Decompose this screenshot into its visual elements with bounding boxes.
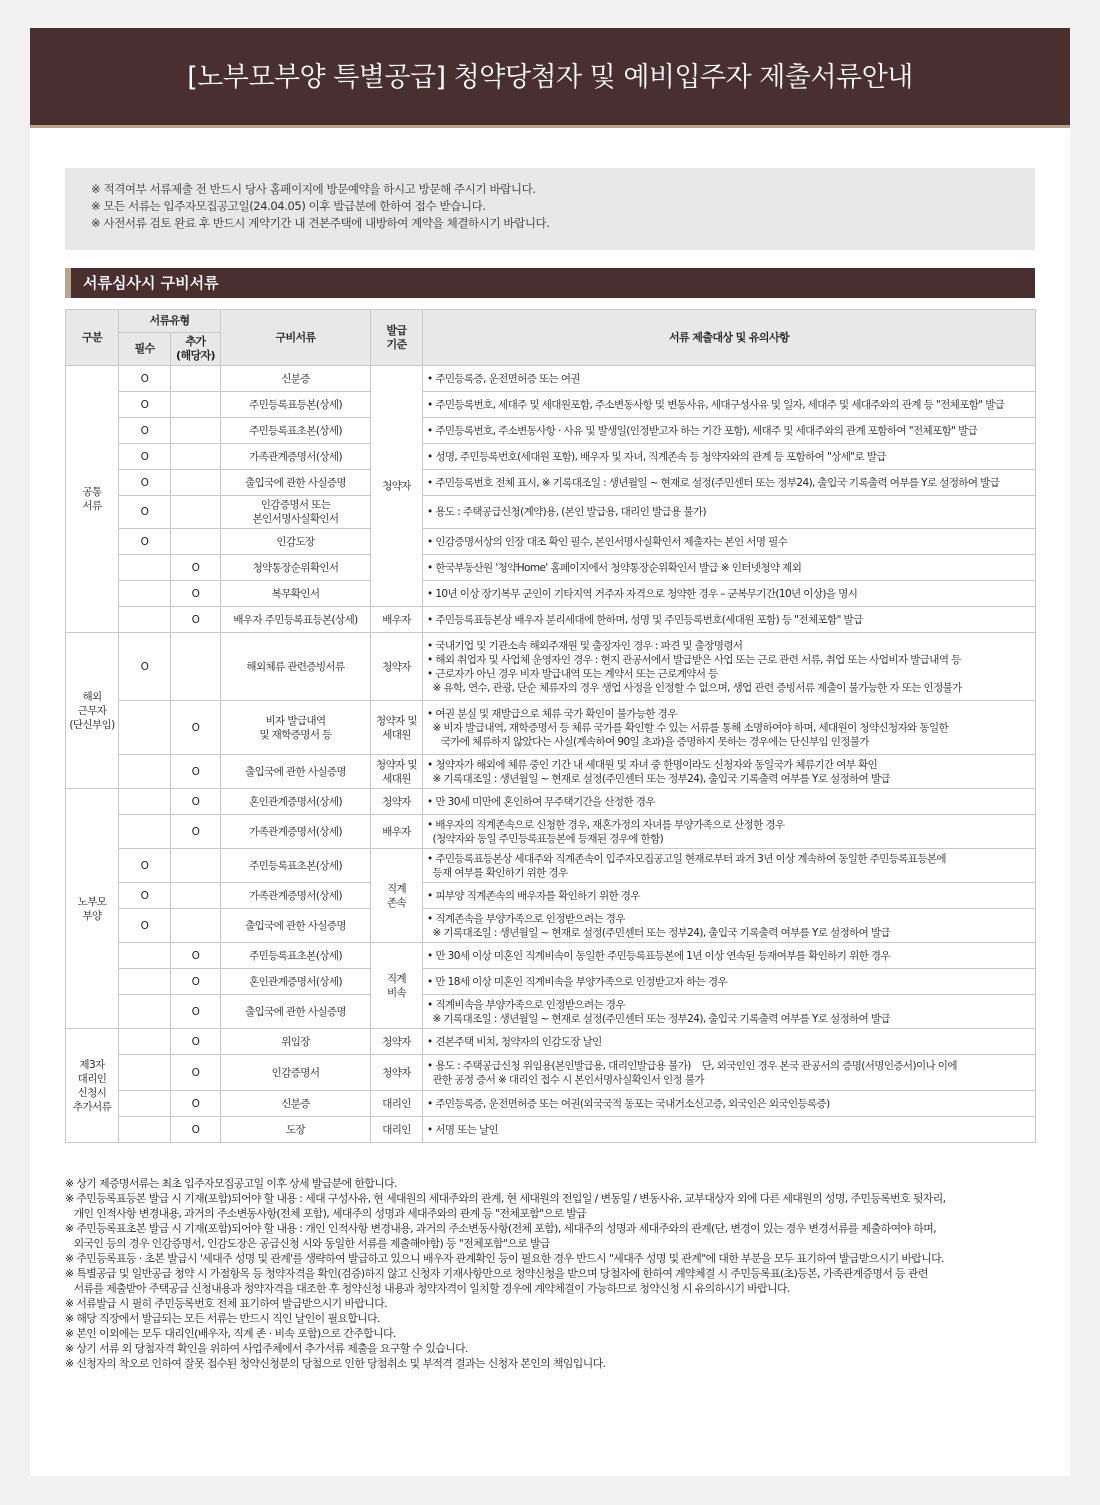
table-row — [66, 909, 1036, 943]
additional-mark — [171, 633, 221, 701]
basis-cell: 청약자 및 세대원 — [371, 701, 423, 755]
page-title: [노부모부양 특별공급] 청약당첨자 및 예비입주자 제출서류안내 — [187, 62, 913, 93]
document-name: 주민등록표등본(상세) — [221, 392, 371, 418]
table-row — [66, 969, 1036, 995]
footnote-line: ※ 주민등록표등본 발급 시 기재(포함)되어야 할 내용 : 세대 구성사유, 현 세대원의 세대주와의 관계, 현 세대원의 전입일 / 변동일 / 변동사유, 교부대상자 외에 다른 세대원의 성명, 주민등록번호 뒷자리, — [65, 1192, 946, 1205]
table-row — [66, 496, 1036, 529]
note-cell: • 만 30세 이상 미혼인 직계비속이 동일한 주민등록표등본에 1년 이상 연속된 등재여부를 확인하기 위한 경우 — [423, 943, 1036, 969]
table-row — [66, 701, 1036, 755]
footnote-line: ※ 주민등록표초본 발급 시 기재(포함)되어야 할 내용 : 개인 인적사항 변경내용, 과거의 주소변동사항(전체 포함), 세대주의 성명과 세대주와의 관계(단, 변경이 있는 경우 변경서류를 제출하여야 하며, — [65, 1222, 936, 1235]
note-cell: • 주민등록증, 운전면허증 또는 여권 — [423, 366, 1036, 392]
note-cell: • 배우자의 직계존속으로 신청한 경우, 재혼가정의 자녀를 부양가족으로 산정한 경우 (청약자와 동일 주민등록표등본에 등재된 경우에 한함) — [423, 815, 1036, 849]
document-name: 비자 발급내역 및 재학증명서 등 — [221, 701, 371, 755]
basis-cell: 직계 존속 — [371, 849, 423, 943]
document-name: 복무확인서 — [221, 581, 371, 607]
document-name: 인감증명서 — [221, 1055, 371, 1091]
table-row — [66, 392, 1036, 418]
required-mark: O — [119, 392, 171, 418]
document-name: 인감증명서 또는 본인서명사실확인서 — [221, 496, 371, 529]
basis-cell: 직계 비속 — [371, 943, 423, 1029]
required-mark — [119, 607, 171, 633]
basis-cell: 청약자 — [371, 1029, 423, 1055]
documents-table — [65, 309, 1036, 1143]
table-row — [66, 529, 1036, 555]
note-cell: • 청약자가 해외에 체류 중인 기간 내 세대원 및 자녀 중 한명이라도 신청자와 동일국가 체류기간 여부 확인 ※ 기록대조일 : 생년월일 ~ 현재로 설정(주민센터 또는 정부24), 출입국 기록출력 여부를 Y로 설정하여 발급 — [423, 755, 1036, 789]
header-notes: 서류 제출대상 및 유의사항 — [423, 310, 1036, 366]
table-row — [66, 755, 1036, 789]
document-name: 주민등록표초본(상세) — [221, 849, 371, 883]
note-cell: • 견본주택 비치, 청약자의 인감도장 날인 — [423, 1029, 1036, 1055]
additional-mark — [171, 909, 221, 943]
footnote-line: ※ 신청자의 착오로 인하여 잘못 접수된 청약신청분의 당첨으로 인한 당첨취소 및 부적격 결과는 신청자 본인의 책임입니다. — [65, 1357, 606, 1370]
document-name: 가족관계증명서(상세) — [221, 444, 371, 470]
note-cell: • 주민등록번호 전체 표시, ※ 기록대조일 : 생년월일 ~ 현재로 설정(주민센터 또는 정부24), 출입국 기록출력 여부를 Y로 설정하여 발급 — [423, 470, 1036, 496]
basis-cell: 배우자 — [371, 607, 423, 633]
required-mark — [119, 995, 171, 1029]
required-mark — [119, 815, 171, 849]
required-mark — [119, 943, 171, 969]
additional-mark — [171, 849, 221, 883]
note-cell: • 만 18세 이상 미혼인 직계비속을 부양가족으로 인정받고자 하는 경우 — [423, 969, 1036, 995]
note-cell: • 서명 또는 날인 — [423, 1117, 1036, 1143]
note-cell: • 인감증명서상의 인장 대조 확인 필수, 본인서명사실확인서 제출자는 본인 서명 필수 — [423, 529, 1036, 555]
table-row — [66, 1117, 1036, 1143]
footnote-line: ※ 서류발급 시 필히 주민등록번호 전체 표기하여 발급받으시기 바랍니다. — [65, 1297, 387, 1310]
basis-cell: 대리인 — [371, 1091, 423, 1117]
additional-mark: O — [171, 755, 221, 789]
note-cell: • 직계비속을 부양가족으로 인정받으려는 경우 ※ 기록대조일 : 생년월일 ~ 현재로 설정(주민센터 또는 정부24), 출입국 기록출력 여부를 Y로 설정하여 발급 — [423, 995, 1036, 1029]
additional-mark — [171, 496, 221, 529]
footnote-line: ※ 상기 서류 외 당첨자격 확인을 위하여 사업주체에서 추가서류 제출을 요구할 수 있습니다. — [65, 1342, 468, 1355]
required-mark: O — [119, 849, 171, 883]
document-name: 청약통장순위확인서 — [221, 555, 371, 581]
header-additional: 추가 (해당자) — [171, 333, 221, 366]
note-cell: • 용도 : 주택공급신청(계약)용, (본인 발급용, 대리인 발급용 불가) — [423, 496, 1036, 529]
note-cell: • 만 30세 미만에 혼인하여 무주택기간을 산정한 경우 — [423, 789, 1036, 815]
additional-mark — [171, 366, 221, 392]
document-name: 혼인관계증명서(상세) — [221, 969, 371, 995]
required-mark — [119, 701, 171, 755]
table-row — [66, 470, 1036, 496]
table-row — [66, 995, 1036, 1029]
footnote-line: ※ 주민등록표등 · 초본 발급시 '세대주 성명 및 관계'를 생략하여 발급하고 있으니 배우자 관계확인 등이 필요한 경우 반드시 "세대주 성명 및 관계"에 대한 부분을 모두 표기하여 발급받으시기 바랍니다. — [65, 1252, 944, 1265]
category-cell: 해외 근무자 (단신부임) — [66, 633, 119, 789]
note-cell: • 주민등록번호, 주소변동사항 · 사유 및 발생일(인정받고자 하는 기간 포함), 세대주 및 세대주와의 관계 포함하여 "전체포함" 발급 — [423, 418, 1036, 444]
additional-mark: O — [171, 995, 221, 1029]
basis-cell: 배우자 — [371, 815, 423, 849]
header-doc-type: 서류유형 — [119, 310, 221, 333]
section-title: 서류심사시 구비서류 — [83, 274, 219, 292]
document-name: 출입국에 관한 사실증명 — [221, 995, 371, 1029]
additional-mark: O — [171, 815, 221, 849]
required-mark — [119, 1029, 171, 1055]
note-cell: • 10년 이상 장기복무 군인이 기타지역 거주자 자격으로 청약한 경우 – 군복무기간(10년 이상)을 명시 — [423, 581, 1036, 607]
category-cell: 노부모 부양 — [66, 789, 119, 1029]
document-name: 해외체류 관련증빙서류 — [221, 633, 371, 701]
additional-mark: O — [171, 1091, 221, 1117]
document-page — [30, 28, 1070, 1476]
header-document: 구비서류 — [221, 310, 371, 366]
note-cell: • 주민등록번호, 세대주 및 세대원포함, 주소변동사항 및 변동사유, 세대구성사유 및 일자, 세대주 및 세대주와의 관계 등 "전체포함" 발급 — [423, 392, 1036, 418]
table-row — [66, 1091, 1036, 1117]
note-cell: • 주민등록표등본상 배우자 분리세대에 한하며, 성명 및 주민등록번호(세대원 포함) 등 "전체포함" 발급 — [423, 607, 1036, 633]
table-row — [66, 418, 1036, 444]
footnote-line: ※ 상기 제증명서류는 최초 입주자모집공고일 이후 상세 발급분에 한합니다. — [65, 1177, 397, 1190]
header-basis: 발급 기준 — [371, 310, 423, 366]
required-mark — [119, 581, 171, 607]
required-mark — [119, 1055, 171, 1091]
basis-cell: 대리인 — [371, 1117, 423, 1143]
notice-line: ※ 모든 서류는 입주자모집공고일(24.04.05) 이후 발급분에 한하여 접수 받습니다. — [91, 199, 486, 213]
additional-mark — [171, 470, 221, 496]
table-row — [66, 943, 1036, 969]
document-name: 가족관계증명서(상세) — [221, 883, 371, 909]
table-row — [66, 555, 1036, 581]
required-mark: O — [119, 529, 171, 555]
additional-mark — [171, 883, 221, 909]
document-name: 출입국에 관한 사실증명 — [221, 755, 371, 789]
table-row — [66, 815, 1036, 849]
note-cell: • 용도 : 주택공급신청 위임용(본인발급용, 대리인발급용 불가) 단, 외국인인 경우 본국 관공서의 증명(서명인증서)이나 이에 관한 공정 증서 ※ 대리인 접수 시 본인서명사실확인서 인정 불가 — [423, 1055, 1036, 1091]
additional-mark: O — [171, 607, 221, 633]
additional-mark — [171, 418, 221, 444]
table-row — [66, 1055, 1036, 1091]
header-required: 필수 — [119, 333, 171, 366]
additional-mark: O — [171, 943, 221, 969]
additional-mark — [171, 444, 221, 470]
required-mark — [119, 1091, 171, 1117]
table-row — [66, 1029, 1036, 1055]
required-mark: O — [119, 909, 171, 943]
note-cell: • 여권 분실 및 재발급으로 체류 국가 확인이 불가능한 경우 ※ 비자 발급내역, 재학증명서 등 체류 국가를 확인할 수 있는 서류를 통해 소명하여야 하며, 세대원이 청약신청자와 동일한 국가에 체류하지 않았다는 사실(계속하여 90일 초과)을 증명하지 못하는 경우에는 단신부임 인정불가 — [423, 701, 1036, 755]
additional-mark: O — [171, 555, 221, 581]
required-mark: O — [119, 418, 171, 444]
note-cell: • 한국부동산원 '청약Home' 홈페이지에서 청약통장순위확인서 발급 ※ 인터넷청약 제외 — [423, 555, 1036, 581]
notice-line: ※ 적격여부 서류제출 전 반드시 당사 홈페이지에 방문예약을 하시고 방문해 주시기 바랍니다. — [91, 182, 536, 196]
table-row — [66, 883, 1036, 909]
section-header — [65, 268, 1035, 298]
document-name: 배우자 주민등록표등본(상세) — [221, 607, 371, 633]
required-mark — [119, 1117, 171, 1143]
title-banner — [30, 28, 1070, 128]
required-mark — [119, 755, 171, 789]
note-cell: • 성명, 주민등록번호(세대원 포함), 배우자 및 자녀, 직계존속 등 청약자와의 관계 등 포함하여 "상세"로 발급 — [423, 444, 1036, 470]
additional-mark: O — [171, 1029, 221, 1055]
table-row — [66, 607, 1036, 633]
required-mark: O — [119, 496, 171, 529]
table-row — [66, 581, 1036, 607]
required-mark: O — [119, 444, 171, 470]
footnote-line: 서류를 제출받아 주택공급 신청내용과 청약자격을 대조한 후 청약신청 내용과 청약자격이 일치할 경우에 계약체결이 가능하므로 청약신청 시 유의하시기 바랍니다. — [65, 1282, 790, 1295]
note-cell: • 주민등록증, 운전면허증 또는 여권(외국국적 동포는 국내거소신고증, 외국인은 외국인등록증) — [423, 1091, 1036, 1117]
document-name: 주민등록표초본(상세) — [221, 943, 371, 969]
header-category: 구분 — [66, 310, 119, 366]
footnote-line: ※ 본인 이외에는 모두 대리인(배우자, 직계 존 · 비속 포함)으로 간주합니다. — [65, 1327, 396, 1340]
footnote-line: 외국인 등의 경우 인감증명서, 인감도장은 공급신청 시와 동일한 서류를 제출해야함) 등 "전체포함"으로 발급 — [65, 1237, 550, 1250]
document-name: 혼인관계증명서(상세) — [221, 789, 371, 815]
category-cell: 공통 서류 — [66, 366, 119, 633]
document-name: 인감도장 — [221, 529, 371, 555]
additional-mark: O — [171, 1117, 221, 1143]
additional-mark: O — [171, 789, 221, 815]
basis-cell: 청약자 — [371, 366, 423, 607]
note-cell: • 직계존속을 부양가족으로 인정받으려는 경우 ※ 기록대조일 : 생년월일 ~ 현재로 설정(주민센터 또는 정부24), 출입국 기록출력 여부를 Y로 설정하여 발급 — [423, 909, 1036, 943]
note-cell: • 주민등록표등본상 세대주와 직계존속이 입주자모집공고일 현재로부터 과거 3년 이상 계속하여 동일한 주민등록표등본에 등재 여부를 확인하기 위한 경우 — [423, 849, 1036, 883]
notice-line: ※ 사전서류 검토 완료 후 반드시 계약기간 내 견본주택에 내방하여 계약을 체결하시기 바랍니다. — [91, 216, 550, 230]
required-mark: O — [119, 883, 171, 909]
additional-mark: O — [171, 581, 221, 607]
document-name: 위임장 — [221, 1029, 371, 1055]
required-mark — [119, 555, 171, 581]
required-mark — [119, 969, 171, 995]
required-mark: O — [119, 366, 171, 392]
basis-cell: 청약자 — [371, 789, 423, 815]
note-cell: • 국내기업 및 기관소속 해외주재원 및 출장자인 경우 : 파견 및 출장명령서 • 해외 취업자 및 사업체 운영자인 경우 : 현지 관공서에서 발급받은 사업 또는 근로 관련 서류, 취업 또는 사업비자 발급내역 등 • 근로자가 아닌 경우 비자 발급내역 또는 계약서 또는 근로계약서 등 ※ 유학, 연수, 관광, 단순 체류자의 경우 생업 사정을 인정할 수 없으며, 생업 관련 증빙서류 제출이 불가능한 자 또는 인정불가 — [423, 633, 1036, 701]
document-name: 주민등록표초본(상세) — [221, 418, 371, 444]
required-mark: O — [119, 470, 171, 496]
basis-cell: 청약자 및 세대원 — [371, 755, 423, 789]
basis-cell: 청약자 — [371, 1055, 423, 1091]
document-name: 출입국에 관한 사실증명 — [221, 470, 371, 496]
table-row — [66, 789, 1036, 815]
footnote-line: ※ 특별공급 및 일반공급 청약 시 가점항목 등 청약자격을 확인(검증)하지 않고 신청자 기재사항만으로 청약신청을 받으며 당첨자에 한하여 계약체결 시 주민등록표(초)등본, 가족관계증명서 등 관련 — [65, 1267, 928, 1280]
required-mark: O — [119, 633, 171, 701]
required-mark — [119, 789, 171, 815]
category-cell: 제3자 대리인 신청시 추가서류 — [66, 1029, 119, 1143]
additional-mark: O — [171, 701, 221, 755]
table-row — [66, 633, 1036, 701]
document-name: 신분증 — [221, 1091, 371, 1117]
basis-cell: 청약자 — [371, 633, 423, 701]
document-name: 도장 — [221, 1117, 371, 1143]
table-row — [66, 849, 1036, 883]
document-name: 가족관계증명서(상세) — [221, 815, 371, 849]
additional-mark — [171, 529, 221, 555]
document-name: 신분증 — [221, 366, 371, 392]
footnote-line: ※ 해당 직장에서 발급되는 모든 서류는 반드시 직인 날인이 필요합니다. — [65, 1312, 380, 1325]
additional-mark: O — [171, 969, 221, 995]
additional-mark: O — [171, 1055, 221, 1091]
note-cell: • 피부양 직계존속의 배우자를 확인하기 위한 경우 — [423, 883, 1036, 909]
table-header-row — [66, 310, 1036, 333]
document-name: 출입국에 관한 사실증명 — [221, 909, 371, 943]
footnotes — [65, 1176, 1040, 1371]
table-row — [66, 444, 1036, 470]
additional-mark — [171, 392, 221, 418]
footnote-line: 개인 인적사항 변경내용, 과거의 주소변동사항(전체 포함), 세대주의 성명과 세대주와의 관계 등 "전체포함"으로 발급 — [65, 1207, 587, 1220]
notice-box — [65, 168, 1035, 250]
table-row — [66, 366, 1036, 392]
